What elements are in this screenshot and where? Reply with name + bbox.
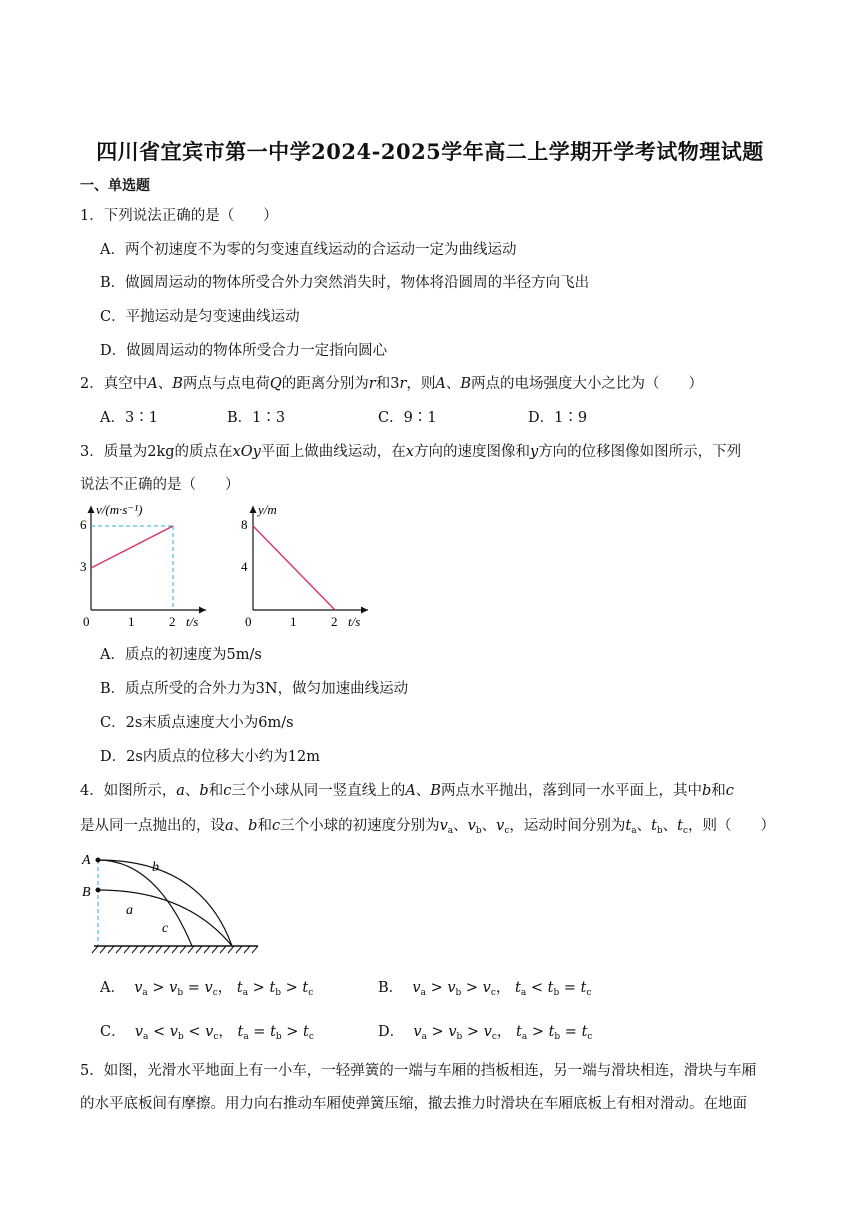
point-b-dot xyxy=(96,888,101,893)
label-ball-a: a xyxy=(126,903,133,918)
q2-option-a: A．3∶1 xyxy=(100,410,158,426)
v-graph-ytick-3: 3 xyxy=(80,559,87,574)
y-graph-ylabel: y/m xyxy=(258,502,277,517)
q5-stem-line2: 的水平底板间有摩擦。用力向右推动车厢使弹簧压缩，撤去推力时滑块在车厢底板上有相对滑动。在地面 xyxy=(80,1096,747,1112)
q4-stem-line2: 是从同一点抛出的，设a、b和c三个小球的初速度分别为$v_a$、$v_b$、$v_c$，运动时间分别为$t_a$、$t_b$、$t_c$，则（ ） xyxy=(80,818,776,836)
point-a-dot xyxy=(96,858,101,863)
y-graph-xlabel: t/s xyxy=(348,614,361,629)
q4-stem-line1: 4．如图所示，a、b和c三个小球从同一竖直线上的A、B两点水平抛出，落到同一水平面上，其中b和c xyxy=(80,783,734,799)
v-graph-xlabel: t/s xyxy=(186,614,199,629)
ground-hatching xyxy=(92,946,258,953)
q4-projectile-figure xyxy=(76,846,266,958)
trajectory-c xyxy=(98,860,192,946)
label-point-a: A xyxy=(82,853,91,868)
y-graph-series-line xyxy=(253,526,335,610)
q2-option-d: D．1∶9 xyxy=(528,410,588,426)
q4-option-c: C． $v_a < v_b < v_c$， $t_a = t_b > t_c$ xyxy=(100,1024,314,1042)
label-ball-c: c xyxy=(162,921,169,936)
q3-displacement-graph xyxy=(236,498,376,634)
label-ball-b: b xyxy=(152,860,159,875)
q2-option-b: B．1∶3 xyxy=(227,410,286,426)
v-graph-xtick-2: 2 xyxy=(169,614,176,629)
q3-stem-line2: 说法不正确的是（ ） xyxy=(80,477,240,493)
q1-option-d: D．做圆周运动的物体所受合力一定指向圆心 xyxy=(100,343,388,359)
q2-stem: 2．真空中A、B两点与点电荷Q的距离分别为r和3r，则A、B两点的电场强度大小之比为（ ） xyxy=(80,376,704,392)
q1-option-c: C．平抛运动是匀变速曲线运动 xyxy=(100,309,300,325)
q3-option-a: A．质点的初速度为5m/s xyxy=(100,647,262,663)
q4-option-d: D． $v_a > v_b > v_c$， $t_a > t_b = t_c$ xyxy=(378,1024,593,1042)
v-graph-ytick-6: 6 xyxy=(80,517,87,532)
q3-stem-line1: 3．质量为2kg的质点在xOy平面上做曲线运动，在x方向的速度图像和y方向的位移图像如图所示，下列 xyxy=(80,444,742,460)
y-graph-ytick-4: 4 xyxy=(241,559,248,574)
q3-option-d: D．2s内质点的位移大小约为12m xyxy=(100,749,320,765)
q4-option-a: A． $v_a > v_b = v_c$， $t_a > t_b > t_c$ xyxy=(100,980,314,998)
q2-option-c: C．9∶1 xyxy=(378,410,437,426)
q5-stem-line1: 5．如图，光滑水平地面上有一小车，一轻弹簧的一端与车厢的挡板相连，另一端与滑块相连，滑块与车厢 xyxy=(80,1063,757,1079)
q3-option-b: B．质点所受的合外力为3N，做匀加速曲线运动 xyxy=(100,681,409,697)
v-graph-ylabel: v/(m·s⁻¹) xyxy=(96,502,143,517)
v-graph-series-line xyxy=(91,526,173,568)
y-graph-xtick-0: 0 xyxy=(245,614,252,629)
q3-velocity-graph xyxy=(74,498,214,634)
y-graph-xtick-2: 2 xyxy=(331,614,338,629)
q1-option-a: A．两个初速度不为零的匀变速直线运动的合运动一定为曲线运动 xyxy=(100,242,517,258)
q4-option-b: B． $v_a > v_b > v_c$， $t_a < t_b = t_c$ xyxy=(378,980,592,998)
y-graph-ytick-8: 8 xyxy=(241,517,248,532)
y-graph-xtick-1: 1 xyxy=(290,614,297,629)
label-point-b: B xyxy=(82,885,91,900)
page-title: 四川省宜宾市第一中学2024-2025学年高二上学期开学考试物理试题 xyxy=(96,139,764,164)
v-graph-xtick-1: 1 xyxy=(128,614,135,629)
q3-option-c: C．2s末质点速度大小为6m/s xyxy=(100,715,294,731)
q1-stem: 1．下列说法正确的是（ ） xyxy=(80,208,278,224)
v-graph-xtick-0: 0 xyxy=(83,614,90,629)
section-heading: 一、单选题 xyxy=(80,178,150,194)
q1-option-b: B．做圆周运动的物体所受合外力突然消失时，物体将沿圆周的半径方向飞出 xyxy=(100,275,590,291)
